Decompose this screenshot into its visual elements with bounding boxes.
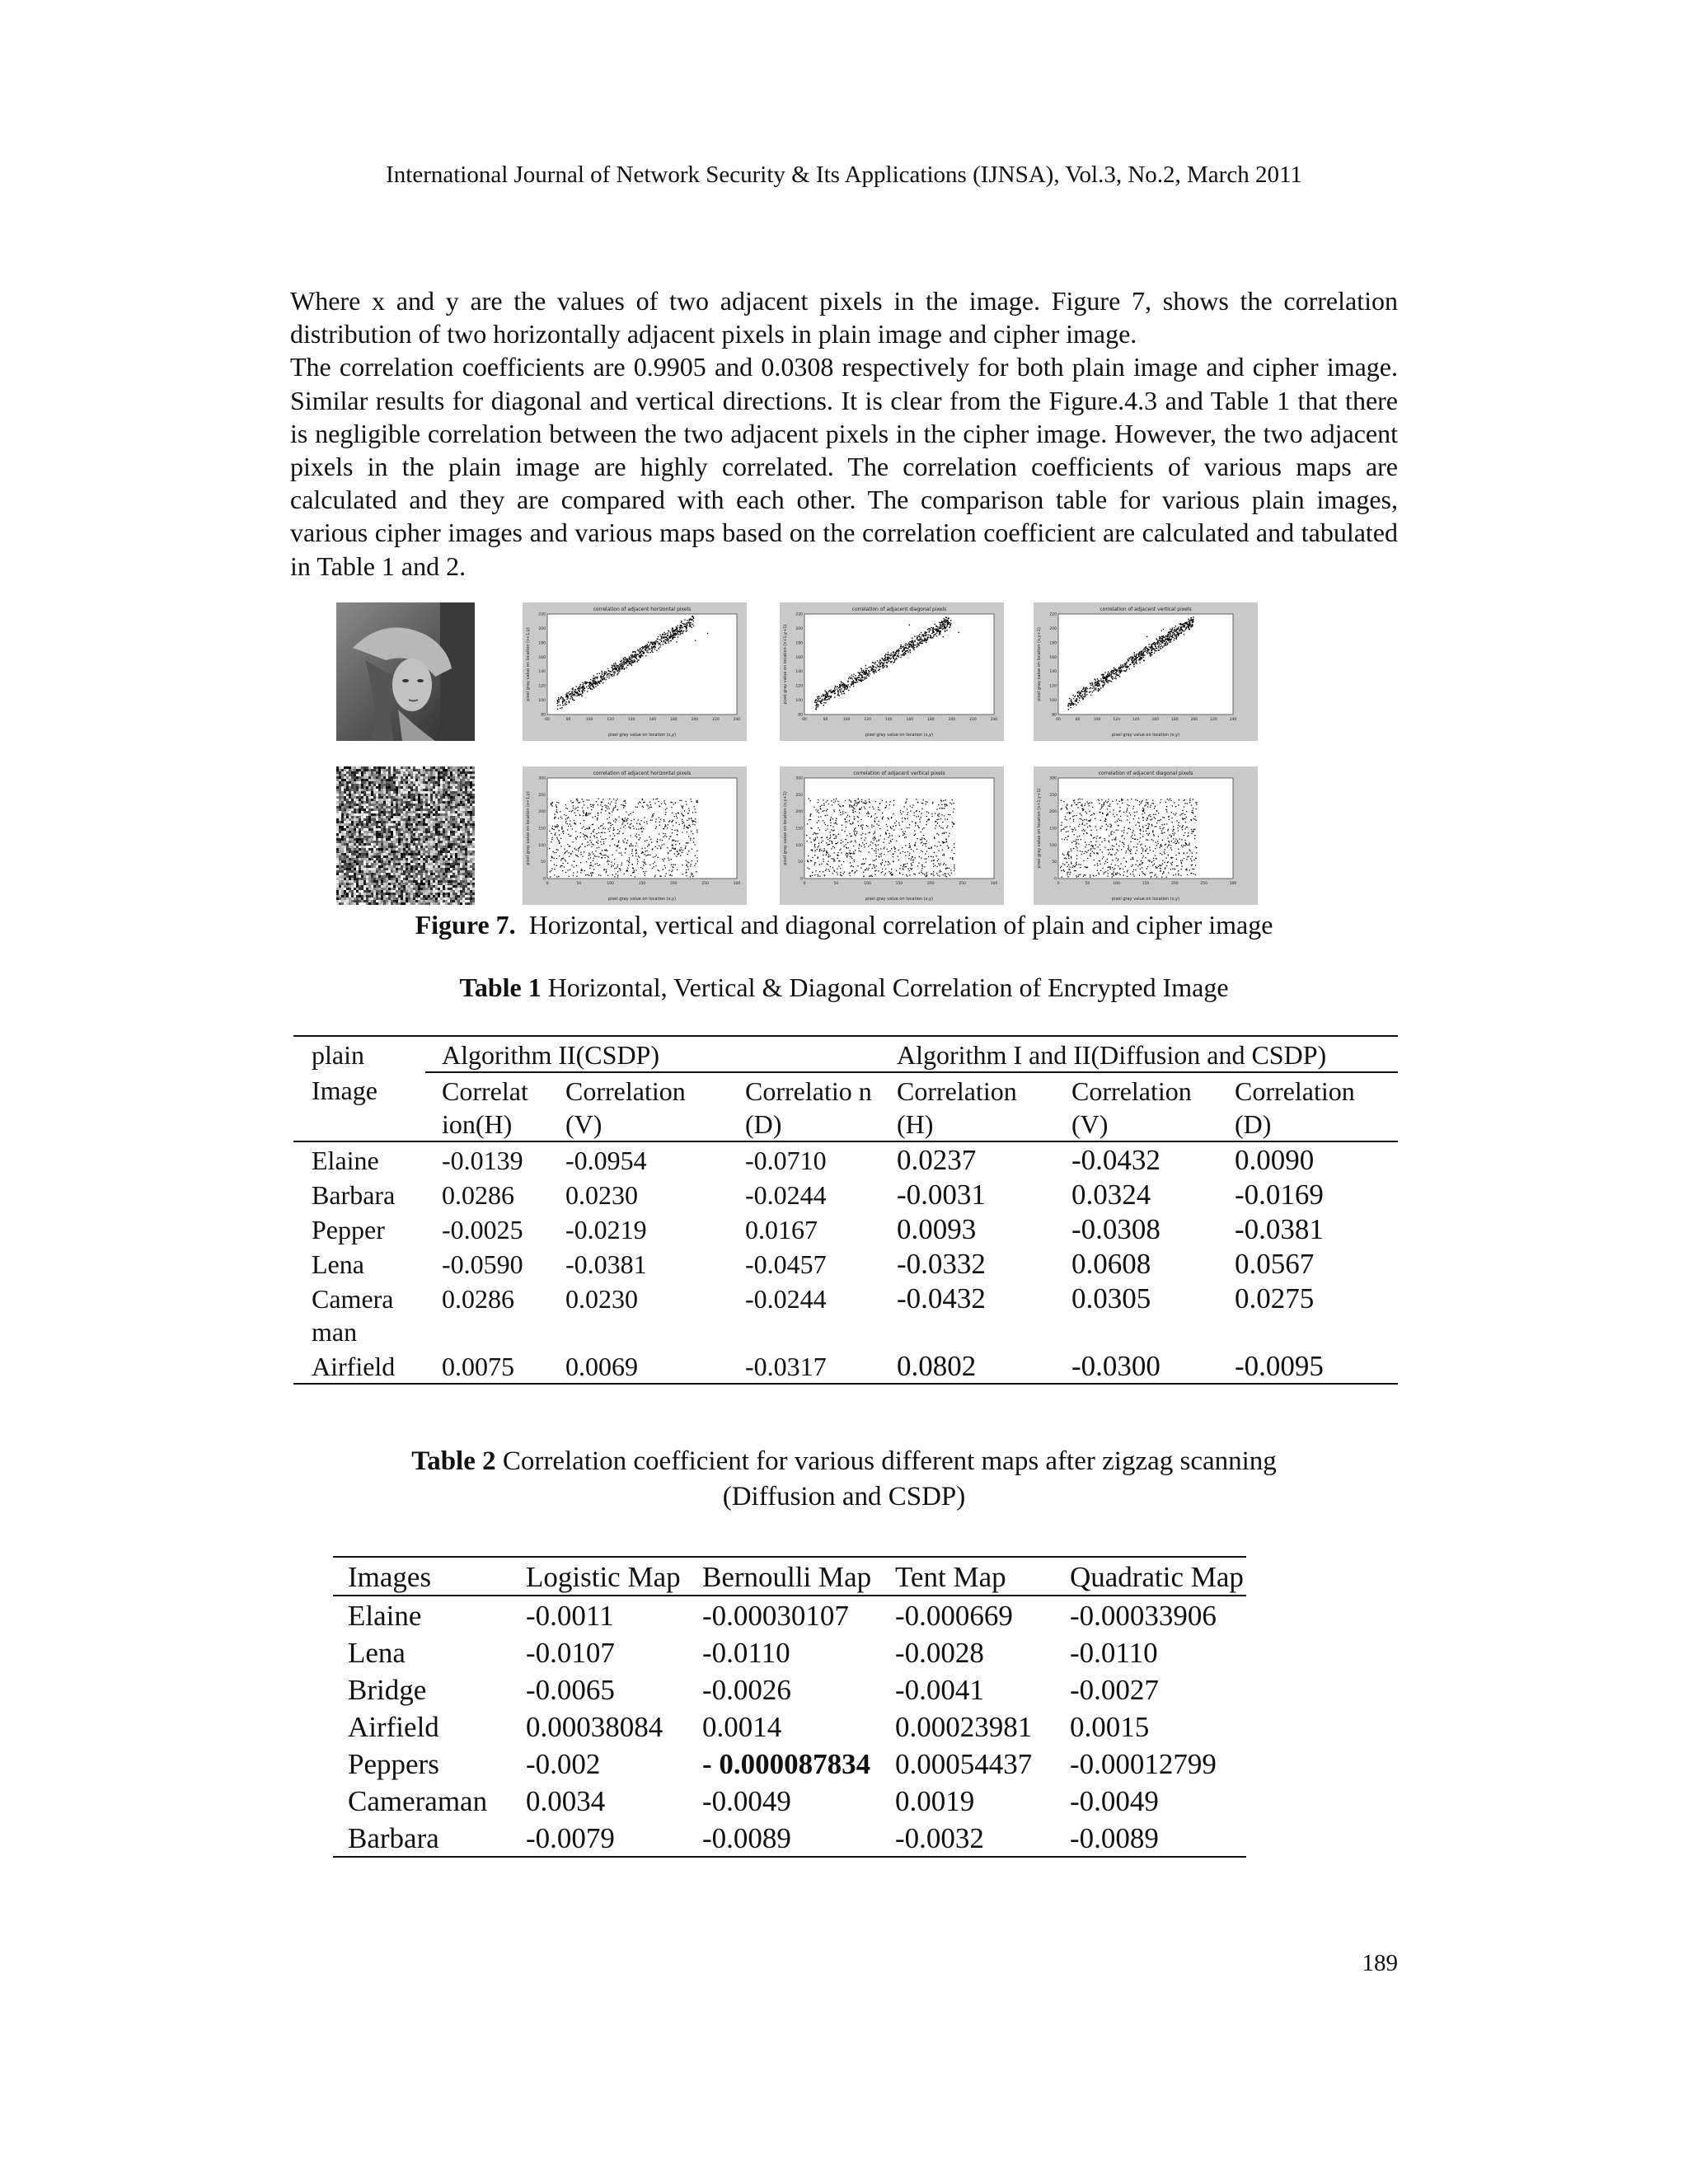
y-tick-label: 100	[1049, 699, 1057, 704]
y-tick-label: 250	[795, 793, 803, 798]
plot-ylabel: pixel gray value on location (x+1,y)	[526, 791, 531, 865]
table-cell: -0.00033906	[1070, 1600, 1217, 1632]
x-tick-label: 300	[1229, 882, 1237, 886]
y-tick-label: 180	[1049, 641, 1057, 646]
x-tick-label: 80	[1075, 718, 1081, 722]
x-tick-label: 250	[1200, 882, 1207, 886]
plot-plain-diagonal	[780, 602, 1004, 741]
x-tick-label: 220	[969, 718, 977, 722]
x-tick-label: 200	[691, 718, 699, 722]
table-cell: -0.0954	[565, 1146, 647, 1175]
row-label: Lena	[348, 1637, 406, 1669]
y-tick-label: 300	[538, 776, 546, 781]
table-cell: 0.00023981	[895, 1711, 1033, 1743]
figure-row-cipher	[336, 766, 1358, 905]
table-row	[293, 1246, 1398, 1281]
x-tick-label: 160	[906, 718, 914, 722]
x-tick-label: 180	[1171, 718, 1179, 722]
table-cell: 0.0034	[526, 1785, 606, 1817]
table-cell: -0.00030107	[702, 1600, 849, 1632]
table-cell: 0.0324	[1071, 1179, 1151, 1211]
y-tick-label: 0	[543, 877, 546, 882]
y-tick-label: 150	[795, 827, 803, 832]
y-tick-label: 200	[538, 626, 546, 631]
table-row	[333, 1633, 1246, 1671]
table-cell: -0.0590	[442, 1249, 523, 1279]
table2-title-label: Table 2	[411, 1446, 496, 1476]
row-label: Bridge	[348, 1674, 427, 1706]
plot-cipher-vertical	[780, 766, 1004, 905]
plot-title: correlation of adjacent horizontal pixels	[593, 607, 692, 612]
x-tick-label: 0	[1057, 882, 1060, 886]
x-tick-label: 200	[1171, 882, 1179, 886]
table-cell: - 0.000087834	[702, 1748, 871, 1780]
y-tick-label: 220	[1049, 612, 1057, 617]
table-cell: 0.0167	[745, 1215, 818, 1244]
table-cell: -0.0032	[880, 1819, 1055, 1857]
x-tick-label: 100	[842, 718, 851, 722]
y-tick-label: 160	[795, 655, 803, 660]
table-row	[333, 1819, 1246, 1857]
table-cell: -0.0095	[1218, 1348, 1398, 1384]
table-row	[333, 1671, 1246, 1708]
y-tick-label: 220	[538, 612, 546, 617]
table-cell: 0.00054437	[895, 1748, 1033, 1780]
table-cell: -0.0079	[511, 1819, 687, 1857]
table-cell: -0.0110	[702, 1637, 790, 1669]
table2-header: Images	[333, 1557, 511, 1596]
plot-xlabel: pixel gray value on location (x,y)	[607, 733, 677, 738]
table1-title	[0, 972, 1688, 1003]
x-tick-label: 240	[733, 718, 741, 722]
table-cell: 0.0305	[1071, 1282, 1151, 1315]
y-tick-label: 80	[1052, 713, 1057, 718]
table1-subheader: Correlation (V)	[1055, 1072, 1218, 1141]
table-cell: -0.0169	[1235, 1179, 1324, 1211]
x-tick-label: 250	[701, 882, 709, 886]
figure-caption-label: Figure 7.	[415, 910, 516, 940]
table1-subheader: Correlation (H)	[880, 1072, 1055, 1141]
table-row	[333, 1596, 1246, 1633]
paragraph-1: Where x and y are the values of two adjacent pixels in the image. Figure 7, shows the correlation distribution of two horizontally adjacent pixels in plain image and cipher image.	[290, 286, 1398, 349]
x-tick-label: 60	[802, 718, 807, 722]
row-label: Airfield	[348, 1711, 439, 1743]
plot-xlabel: pixel gray value on location (x,y)	[865, 897, 934, 902]
table-cell: 0.0075	[425, 1348, 549, 1384]
running-header: International Journal of Network Security & Its Applications (IJNSA), Vol.3, No.2, March 2011	[386, 162, 1302, 188]
table1-body	[293, 1141, 1398, 1384]
row-label: Airfield	[293, 1348, 425, 1384]
x-tick-label: 80	[565, 718, 571, 722]
figure-caption-text: Horizontal, vertical and diagonal correlation of plain and cipher image	[528, 910, 1273, 940]
table-cell: -0.0432	[1071, 1144, 1160, 1176]
row-label: Pepper	[312, 1215, 385, 1244]
y-tick-label: 50	[1052, 860, 1057, 865]
x-tick-label: 150	[638, 882, 646, 886]
y-tick-label: 160	[538, 655, 546, 660]
row-label: Camera man	[312, 1284, 394, 1347]
y-tick-label: 200	[1049, 626, 1057, 631]
table-cell: 0.0237	[897, 1144, 977, 1176]
plain-image-lena	[336, 602, 475, 741]
table-cell: -0.0028	[895, 1637, 984, 1669]
x-tick-label: 60	[1056, 718, 1061, 722]
y-tick-label: 120	[795, 684, 803, 689]
y-tick-label: 50	[798, 860, 803, 865]
x-tick-label: 120	[1113, 718, 1120, 722]
plot-plain-horizontal	[523, 602, 747, 741]
table1-title-text: Horizontal, Vertical & Diagonal Correlation of Encrypted Image	[541, 972, 1229, 1002]
x-tick-label: 100	[1113, 882, 1120, 886]
table-cell: -0.002	[526, 1748, 601, 1780]
x-tick-label: 120	[864, 718, 871, 722]
table-cell: -0.0710	[745, 1146, 827, 1175]
x-tick-label: 0	[546, 882, 549, 886]
table-cell: 0.0802	[880, 1348, 1055, 1384]
table-cell: -0.0139	[442, 1146, 523, 1175]
table-cell: 0.0286	[442, 1180, 514, 1210]
cipher-image-noise	[336, 766, 475, 905]
y-tick-label: 100	[1049, 843, 1057, 848]
x-tick-label: 100	[607, 882, 614, 886]
figure-caption	[0, 910, 1688, 940]
table1-subheader: Correlation (D)	[1218, 1072, 1398, 1141]
y-tick-label: 200	[795, 626, 803, 631]
table-cell: 0.0019	[895, 1785, 975, 1817]
y-tick-label: 120	[538, 684, 546, 689]
y-tick-label: 200	[795, 810, 803, 815]
row-label: Cameraman	[348, 1785, 488, 1817]
x-tick-label: 100	[1093, 718, 1101, 722]
table-cell: -0.0041	[895, 1674, 984, 1706]
table-cell: -0.0065	[526, 1674, 615, 1706]
table-cell: -0.0049	[702, 1785, 791, 1817]
x-tick-label: 50	[1085, 882, 1090, 886]
row-label: Lena	[312, 1249, 364, 1279]
table-cell: -0.0381	[565, 1249, 647, 1279]
x-tick-label: 140	[627, 718, 635, 722]
table-cell: -0.0219	[565, 1215, 647, 1244]
table-cell: -0.0049	[1070, 1785, 1159, 1817]
table-cell: 0.0275	[1235, 1282, 1315, 1315]
table1-subheader: Correlatio n (D)	[729, 1072, 880, 1141]
y-tick-label: 140	[1049, 670, 1057, 675]
table1-group-header-1: Algorithm II(CSDP)	[425, 1036, 880, 1072]
x-tick-label: 150	[1142, 882, 1150, 886]
plot-cipher-horizontal	[523, 766, 747, 905]
plot-title: correlation of adjacent vertical pixels	[853, 771, 945, 776]
plot-ylabel: pixel gray value on location (x+1,y+1)	[1037, 788, 1042, 869]
table-row	[293, 1141, 1398, 1177]
plot-title: correlation of adjacent vertical pixels	[1100, 607, 1192, 612]
y-tick-label: 80	[541, 713, 546, 718]
table-cell: 0.0015	[1070, 1711, 1150, 1743]
figure-row-plain	[336, 602, 1358, 741]
plot-ylabel: pixel gray value on location (x+1,y)	[526, 627, 531, 701]
table2-title-line2: (Diffusion and CSDP)	[722, 1482, 966, 1511]
y-tick-label: 160	[1049, 655, 1057, 660]
table-row	[293, 1212, 1398, 1246]
table-cell: 0.0286	[442, 1284, 514, 1314]
table2	[333, 1556, 1246, 1858]
table-row	[293, 1177, 1398, 1212]
y-tick-label: 100	[538, 843, 546, 848]
y-tick-label: 180	[795, 641, 803, 646]
table-cell: 0.0069	[549, 1348, 729, 1384]
plot-xlabel: pixel gray value on location (x,y)	[1111, 733, 1180, 738]
y-tick-label: 100	[795, 699, 803, 704]
paragraph-2: The correlation coefficients are 0.9905 and 0.0308 respectively for both plain image and cipher image. Similar results for diagonal and vertical directions. It is clear from the Figure.4.3 and Table 1 that there is negligible correlation between the two adjacent pixels in the cipher image. However, the two adjacent pixels in the plain image are highly correlated. The correlation coefficients of various maps are calculated and they are compared with each other. The comparison table for various plain images, various cipher images and various maps based on the correlation coefficient are calculated and tabulated in Table 1 and 2.	[290, 352, 1398, 581]
table-cell: -0.0457	[745, 1249, 827, 1279]
x-tick-label: 140	[884, 718, 893, 722]
table-cell: -0.0089	[1055, 1819, 1246, 1857]
y-tick-label: 140	[795, 670, 803, 675]
table-cell: 0.00038084	[526, 1711, 663, 1743]
x-tick-label: 180	[670, 718, 678, 722]
table1-subheader: Correlat ion(H)	[425, 1072, 549, 1141]
plot-ylabel: pixel gray value on location (x,y+1)	[1037, 627, 1042, 701]
row-label: Peppers	[348, 1748, 439, 1780]
table-row	[293, 1348, 1398, 1384]
x-tick-label: 0	[803, 882, 806, 886]
x-tick-label: 80	[823, 718, 828, 722]
x-tick-label: 180	[927, 718, 935, 722]
x-tick-label: 140	[1132, 718, 1140, 722]
plot-cipher-diagonal	[1034, 766, 1258, 905]
y-tick-label: 150	[1049, 827, 1057, 832]
table-cell: -0.0027	[1070, 1674, 1159, 1706]
x-tick-label: 300	[733, 882, 741, 886]
table2-header: Bernoulli Map	[687, 1557, 880, 1596]
x-tick-label: 50	[833, 882, 839, 886]
row-label: Barbara	[333, 1819, 511, 1857]
plot-ylabel: pixel gray value on location (x,y+1)	[783, 791, 788, 865]
y-tick-label: 100	[795, 843, 803, 848]
row-label: Barbara	[312, 1180, 396, 1210]
y-tick-label: 150	[538, 827, 546, 832]
plot-plain-vertical	[1034, 602, 1258, 741]
table-row	[293, 1281, 1398, 1348]
y-tick-label: 0	[1054, 877, 1057, 882]
table1-col0-header-2: Image	[293, 1072, 425, 1141]
y-tick-label: 100	[538, 699, 546, 704]
x-tick-label: 240	[990, 718, 998, 722]
x-tick-label: 150	[895, 882, 903, 886]
x-tick-label: 160	[649, 718, 657, 722]
table-cell: -0.0089	[687, 1819, 880, 1857]
table-cell: 0.0567	[1235, 1248, 1315, 1280]
x-tick-label: 200	[927, 882, 935, 886]
table1-title-label: Table 1	[459, 972, 542, 1002]
y-tick-label: 250	[538, 793, 546, 798]
x-tick-label: 220	[1210, 718, 1217, 722]
table2-header: Quadratic Map	[1055, 1557, 1246, 1596]
table-cell: -0.0332	[897, 1248, 986, 1280]
x-tick-label: 220	[712, 718, 720, 722]
table-cell: -0.0031	[897, 1179, 986, 1211]
plot-title: correlation of adjacent diagonal pixels	[851, 607, 947, 612]
table-cell: -0.0300	[1055, 1348, 1218, 1384]
x-tick-label: 250	[959, 882, 966, 886]
row-label: Elaine	[312, 1146, 379, 1175]
table-cell: 0.0230	[565, 1284, 638, 1314]
table-cell: 0.0093	[897, 1213, 977, 1245]
table-cell: -0.00012799	[1070, 1748, 1217, 1780]
table2-header: Logistic Map	[511, 1557, 687, 1596]
table-cell: -0.0107	[526, 1637, 615, 1669]
table-cell: 0.0608	[1071, 1248, 1151, 1280]
table1-subheader: Correlation (V)	[549, 1072, 729, 1141]
x-tick-label: 120	[607, 718, 614, 722]
table-cell: -0.0432	[897, 1282, 986, 1315]
y-tick-label: 50	[541, 860, 546, 865]
table-row	[333, 1745, 1246, 1782]
table-cell: 0.0090	[1235, 1144, 1315, 1176]
table-cell: -0.0308	[1071, 1213, 1160, 1245]
table-cell: -0.0026	[702, 1674, 791, 1706]
table1-group-header-2: Algorithm I and II(Diffusion and CSDP)	[880, 1036, 1398, 1072]
x-tick-label: 200	[670, 882, 678, 886]
y-tick-label: 220	[795, 612, 803, 617]
table2-title-text: Correlation coefficient for various different maps after zigzag scanning	[495, 1446, 1277, 1476]
x-tick-label: 60	[545, 718, 550, 722]
plot-xlabel: pixel gray value on location (x,y)	[607, 897, 677, 902]
table-cell: -0.0244	[745, 1284, 827, 1314]
y-tick-label: 140	[538, 670, 546, 675]
plot-title: correlation of adjacent horizontal pixels	[593, 771, 692, 776]
table-row	[333, 1782, 1246, 1819]
y-tick-label: 180	[538, 641, 546, 646]
table-cell: -0.0025	[442, 1215, 523, 1244]
x-tick-label: 200	[948, 718, 956, 722]
y-tick-label: 300	[795, 776, 803, 781]
y-tick-label: 250	[1049, 793, 1057, 798]
x-tick-label: 160	[1151, 718, 1160, 722]
y-tick-label: 300	[1049, 776, 1057, 781]
plot-title: correlation of adjacent diagonal pixels	[1098, 771, 1193, 776]
table1-col0-header: plain	[293, 1036, 425, 1072]
page-number: 189	[1362, 1950, 1398, 1976]
table1	[293, 1035, 1398, 1385]
plot-xlabel: pixel gray value on location (x,y)	[865, 733, 934, 738]
table2-header: Tent Map	[880, 1557, 1055, 1596]
table2-body	[333, 1596, 1246, 1857]
table-cell: 0.0230	[565, 1180, 638, 1210]
body-text	[290, 284, 1398, 583]
y-tick-label: 120	[1049, 684, 1057, 689]
x-tick-label: 100	[585, 718, 593, 722]
x-tick-label: 50	[576, 882, 582, 886]
table-row	[333, 1708, 1246, 1745]
x-tick-label: 240	[1229, 718, 1237, 722]
y-tick-label: 80	[798, 713, 803, 718]
table-cell: 0.0014	[702, 1711, 782, 1743]
plot-xlabel: pixel gray value on location (x,y)	[1111, 897, 1180, 902]
x-tick-label: 200	[1190, 718, 1198, 722]
row-label: Elaine	[348, 1600, 422, 1632]
table-cell: -0.0317	[729, 1348, 880, 1384]
table-cell: -0.0110	[1070, 1637, 1158, 1669]
plot-ylabel: pixel gray value on location (x+1,y+1)	[783, 624, 788, 705]
x-tick-label: 300	[990, 882, 998, 886]
x-tick-label: 100	[864, 882, 871, 886]
table2-title	[0, 1444, 1688, 1515]
table-cell: -0.000669	[895, 1600, 1013, 1632]
y-tick-label: 200	[538, 810, 546, 815]
table-cell: -0.0381	[1235, 1213, 1324, 1245]
y-tick-label: 0	[800, 877, 803, 882]
table-cell: -0.0244	[745, 1180, 827, 1210]
y-tick-label: 200	[1049, 810, 1057, 815]
table-cell: -0.0011	[526, 1600, 614, 1632]
